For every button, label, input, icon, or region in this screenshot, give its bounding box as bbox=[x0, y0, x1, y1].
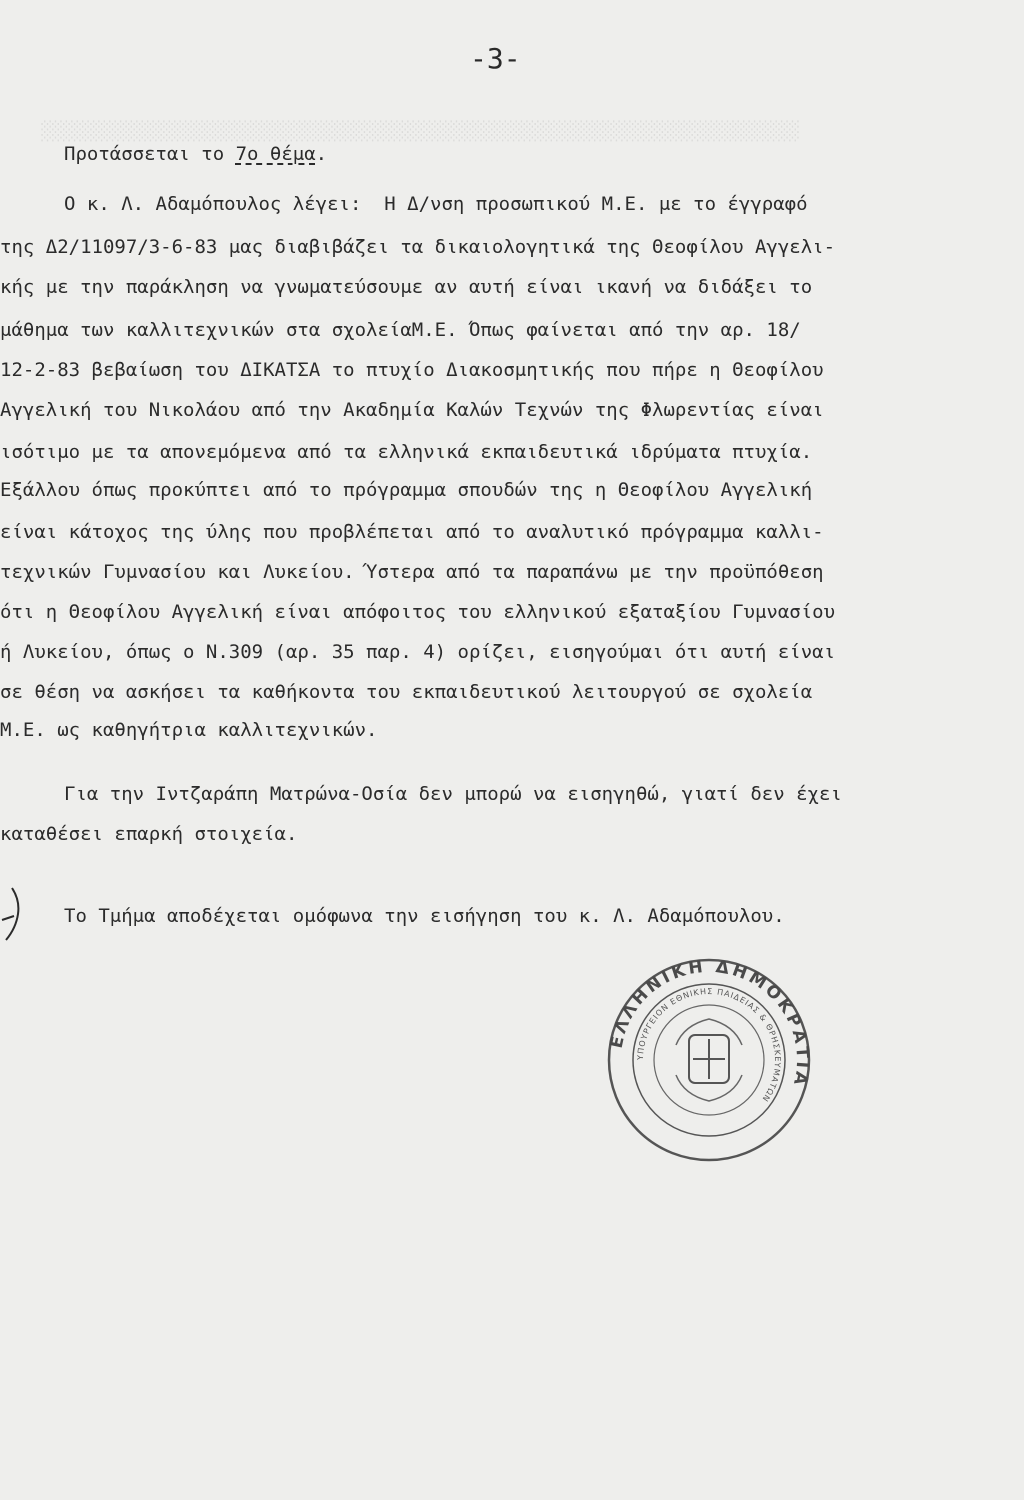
margin-pen-mark bbox=[0, 880, 30, 950]
paragraph-3-line-1: Το Τμήμα αποδέχεται ομόφωνα την εισήγηση του κ. Λ. Αδαμόπουλου. bbox=[64, 905, 785, 927]
paragraph-1-line-3: κής με την παράκληση να γνωματεύσουμε αν αυτή είναι ικανή να διδάξει το bbox=[0, 276, 813, 298]
paragraph-1-line-2: της Δ2/11097/3-6-83 μας διαβιβάζει τα δικαιολογητικά της Θεοφίλου Αγγελι- bbox=[0, 236, 836, 258]
paragraph-1-line-14: Μ.Ε. ως καθηγήτρια καλλιτεχνικών. bbox=[0, 719, 378, 741]
bleed-through-texture: ░░░░░░░░░░░░░░░░░░░░░░░░░░░░░░░░░░░░░░░░░░░░░░░░░░░░░░░░░░░░░░░░░░░░░░ bbox=[40, 121, 799, 142]
stamp-inner-text: ΥΠΟΥΡΓΕΙΟΝ ΕΘΝΙΚΗΣ ΠΑΙΔΕΙΑΣ & ΘΡΗΣΚΕΥΜΑΤΩΝ bbox=[635, 986, 783, 1104]
official-seal-stamp bbox=[604, 955, 814, 1165]
paragraph-1-line-8: Εξάλλου όπως προκύπτει από το πρόγραμμα σπουδών της η Θεοφίλου Αγγελική bbox=[0, 479, 813, 501]
stamp-outer-text: ΕΛΛΗΝΙΚΗ ΔΗΜΟΚΡΑΤΙΑ bbox=[606, 956, 813, 1090]
paragraph-1-line-11: ότι η Θεοφίλου Αγγελική είναι απόφοιτος του ελληνικού εξαταξίου Γυμνασίου bbox=[0, 601, 836, 623]
paragraph-2-line-2: καταθέσει επαρκή στοιχεία. bbox=[0, 823, 298, 845]
topic-underlined: 7ο θέμα bbox=[235, 143, 316, 165]
page-number: -3- bbox=[470, 42, 521, 75]
paragraph-1-line-12: ή Λυκείου, όπως ο Ν.309 (αρ. 35 παρ. 4) ορίζει, εισηγούμαι ότι αυτή είναι bbox=[0, 641, 836, 663]
topic-suffix: . bbox=[315, 143, 328, 165]
paragraph-1-line-10: τεχνικών Γυμνασίου και Λυκείου. Ύστερα από τα παραπάνω με την προϋπόθεση bbox=[0, 561, 824, 583]
paragraph-1-line-5: 12-2-83 βεβαίωση του ΔΙΚΑΤΣΑ το πτυχίο Διακοσμητικής που πήρε η Θεοφίλου bbox=[0, 359, 824, 381]
paragraph-1-line-6: Αγγελική του Νικολάου από την Ακαδημία Καλών Τεχνών της Φλωρεντίας είναι bbox=[0, 399, 824, 421]
paragraph-1-line-4: μάθημα των καλλιτεχνικών στα σχολείαΜ.Ε. Όπως φαίνεται από την αρ. 18/ bbox=[0, 319, 801, 341]
topic-prefix: Προτάσσεται το bbox=[64, 143, 236, 165]
paragraph-1-line-1: Ο κ. Λ. Αδαμόπουλος λέγει: Η Δ/νση προσωπικού Μ.Ε. με το έγγραφό bbox=[64, 193, 808, 215]
paragraph-1-line-13: σε θέση να ασκήσει τα καθήκοντα του εκπαιδευτικού λειτουργού σε σχολεία bbox=[0, 681, 813, 703]
topic-line bbox=[64, 142, 327, 166]
paragraph-1-line-7: ισότιμο με τα απονεμόμενα από τα ελληνικά εκπαιδευτικά ιδρύματα πτυχία. bbox=[0, 441, 813, 463]
paragraph-2-line-1: Για την Ιντζαράπη Ματρώνα-Οσία δεν μπορώ να εισηγηθώ, γιατί δεν έχει bbox=[64, 783, 842, 805]
paragraph-1-line-9: είναι κάτοχος της ύλης που προβλέπεται από το αναλυτικό πρόγραμμα καλλι- bbox=[0, 521, 824, 543]
